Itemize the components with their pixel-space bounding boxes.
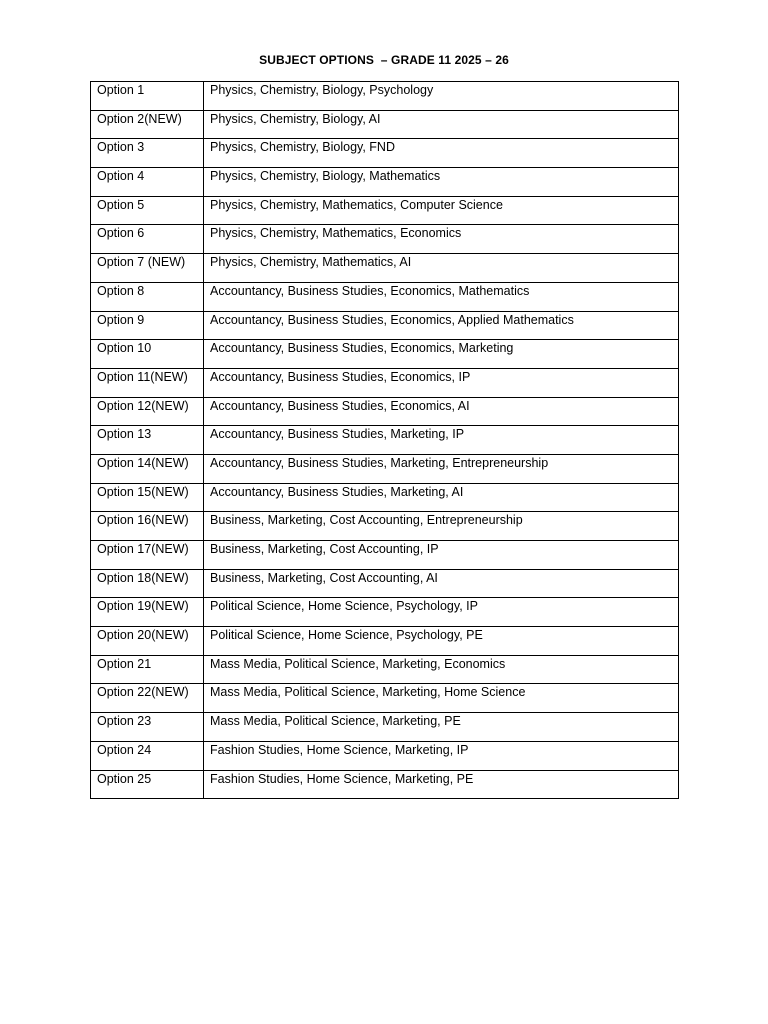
option-name-cell: Option 10 [91,340,204,369]
table-row [91,684,679,713]
subject-options-table [90,81,679,799]
subjects-cell: Physics, Chemistry, Mathematics, Economics [204,225,679,254]
table-row [91,225,679,254]
option-name-cell: Option 1 [91,82,204,111]
subjects-cell: Fashion Studies, Home Science, Marketing, PE [204,770,679,799]
option-name-cell: Option 23 [91,713,204,742]
table-row [91,110,679,139]
subjects-cell: Business, Marketing, Cost Accounting, IP [204,541,679,570]
option-name-cell: Option 14(NEW) [91,454,204,483]
option-name-cell: Option 4 [91,168,204,197]
subjects-cell: Political Science, Home Science, Psychology, PE [204,627,679,656]
table-row [91,483,679,512]
option-name-cell: Option 9 [91,311,204,340]
table-row [91,741,679,770]
table-row [91,82,679,111]
subject-options-table-body [91,82,679,799]
option-name-cell: Option 17(NEW) [91,541,204,570]
option-name-cell: Option 16(NEW) [91,512,204,541]
option-name-cell: Option 19(NEW) [91,598,204,627]
subjects-cell: Mass Media, Political Science, Marketing, Economics [204,655,679,684]
subjects-cell: Accountancy, Business Studies, Economics, Mathematics [204,282,679,311]
table-row [91,368,679,397]
subjects-cell: Accountancy, Business Studies, Marketing, AI [204,483,679,512]
option-name-cell: Option 13 [91,426,204,455]
option-name-cell: Option 3 [91,139,204,168]
table-row [91,655,679,684]
subjects-cell: Accountancy, Business Studies, Economics, IP [204,368,679,397]
option-name-cell: Option 25 [91,770,204,799]
subjects-cell: Accountancy, Business Studies, Economics, AI [204,397,679,426]
option-name-cell: Option 6 [91,225,204,254]
table-row [91,541,679,570]
option-name-cell: Option 7 (NEW) [91,254,204,283]
table-row [91,598,679,627]
table-row [91,282,679,311]
subjects-cell: Accountancy, Business Studies, Marketing, Entrepreneurship [204,454,679,483]
document-title: SUBJECT OPTIONS – GRADE 11 2025 – 26 [259,53,509,67]
subjects-cell: Mass Media, Political Science, Marketing, Home Science [204,684,679,713]
option-name-cell: Option 8 [91,282,204,311]
table-row [91,454,679,483]
option-name-cell: Option 18(NEW) [91,569,204,598]
option-name-cell: Option 15(NEW) [91,483,204,512]
table-row [91,627,679,656]
subjects-cell: Fashion Studies, Home Science, Marketing, IP [204,741,679,770]
option-name-cell: Option 20(NEW) [91,627,204,656]
option-name-cell: Option 11(NEW) [91,368,204,397]
subjects-cell: Physics, Chemistry, Biology, AI [204,110,679,139]
option-name-cell: Option 24 [91,741,204,770]
subjects-cell: Physics, Chemistry, Biology, FND [204,139,679,168]
option-name-cell: Option 12(NEW) [91,397,204,426]
table-row [91,512,679,541]
option-name-cell: Option 5 [91,196,204,225]
table-row [91,311,679,340]
subjects-cell: Business, Marketing, Cost Accounting, AI [204,569,679,598]
table-row [91,340,679,369]
table-row [91,168,679,197]
table-row [91,139,679,168]
table-row [91,426,679,455]
subjects-cell: Physics, Chemistry, Biology, Psychology [204,82,679,111]
table-row [91,569,679,598]
subjects-cell: Physics, Chemistry, Mathematics, Computer Science [204,196,679,225]
subjects-cell: Accountancy, Business Studies, Economics, Applied Mathematics [204,311,679,340]
table-row [91,713,679,742]
subjects-cell: Mass Media, Political Science, Marketing, PE [204,713,679,742]
option-name-cell: Option 21 [91,655,204,684]
table-row [91,397,679,426]
table-row [91,254,679,283]
subjects-cell: Accountancy, Business Studies, Marketing, IP [204,426,679,455]
option-name-cell: Option 2(NEW) [91,110,204,139]
option-name-cell: Option 22(NEW) [91,684,204,713]
subjects-cell: Physics, Chemistry, Mathematics, AI [204,254,679,283]
table-row [91,196,679,225]
table-row [91,770,679,799]
subjects-cell: Political Science, Home Science, Psychology, IP [204,598,679,627]
subjects-cell: Physics, Chemistry, Biology, Mathematics [204,168,679,197]
subjects-cell: Accountancy, Business Studies, Economics, Marketing [204,340,679,369]
subjects-cell: Business, Marketing, Cost Accounting, Entrepreneurship [204,512,679,541]
